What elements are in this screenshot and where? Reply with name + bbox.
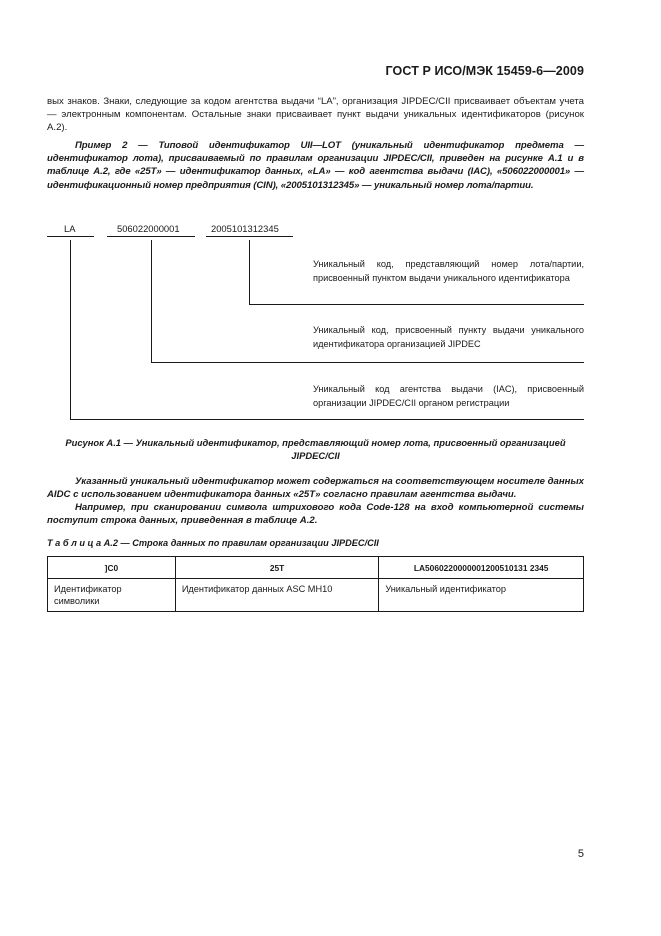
field-iac-label: LA [64, 223, 76, 234]
table-header-symbology: ]C0 [48, 557, 176, 579]
table-header-data-identifier: 25T [175, 557, 379, 579]
data-string-table [47, 556, 584, 612]
figure-caption-label: Рисунок А.1 [65, 437, 122, 448]
field-cin-label: 506022000001 [117, 223, 180, 234]
description-cin-code: Уникальный код, присвоенный пункту выдачи уникального идентификатора организацией JIPDEC [313, 325, 584, 349]
description-iac-code: Уникальный код агентства выдачи (IAC), присвоенный организации JIPDEC/CII органом регистрации [313, 384, 584, 408]
table-header-row [48, 557, 584, 579]
example-2-lead: Пример 2 [75, 140, 128, 151]
description-lot-code: Уникальный код, представляющий номер лота/партии, присвоенный пунктом выдачи уникального идентификатора [313, 259, 584, 283]
table-cell-symbology: Идентификатор символики [48, 579, 176, 612]
body-paragraph-1: Указанный уникальный идентификатор может содержаться на соответствующем носителе данных AIDC с использованием идентификатора данных «25T» согласно правилам агентства выдачи. [47, 476, 584, 501]
table-row [48, 579, 584, 612]
table-header-unique-identifier: LA5060220000001200510131 2345 [379, 557, 584, 579]
table-title: Т а б л и ц а А.2 — Строка данных по правилам организации JIPDEC/CII [47, 538, 379, 548]
figure-caption [47, 436, 584, 462]
field-lot-label: 2005101312345 [211, 223, 279, 234]
table-cell-data-identifier: Идентификатор данных ASC MH10 [175, 579, 379, 612]
page-number: 5 [577, 848, 584, 860]
example-2-text: — Типовой идентификатор UII—LOT (уникальный идентификатор предмета — идентификатор лота), присваиваемый по правилам организации JIPDEC/CII, приведен на рисунке А.1 и в таблице А.2, где «25T» — идентификатор данных, «LA» — код агентства выдачи (IAC), «506022000001» — идентификационный номер предприятия (CIN), «2005101312345» — уникальный номер лота/партии. [47, 140, 584, 191]
figure-caption-line2: JIPDEC/CII [291, 450, 340, 461]
figure-caption-text: — Уникальный идентификатор, представляющий номер лота, присвоенный организацией [121, 437, 566, 448]
body-paragraph-2: Например, при сканировании символа штрихового кода Code-128 на вход компьютерной системы поступит строка данных, приведенная в таблице А.2. [47, 502, 584, 527]
intro-paragraph: вых знаков. Знаки, следующие за кодом агентства выдачи “LA”, организация JIPDEC/CII присваивает объектам учета — электронным компонентам. Остальные знаки присваивает пункт выдачи уникальных идентификаторов (рисунок А.2). [47, 96, 584, 134]
document-standard-number: ГОСТ Р ИСО/МЭК 15459-6—2009 [385, 64, 584, 78]
table-cell-unique-identifier: Уникальный идентификатор [379, 579, 584, 612]
